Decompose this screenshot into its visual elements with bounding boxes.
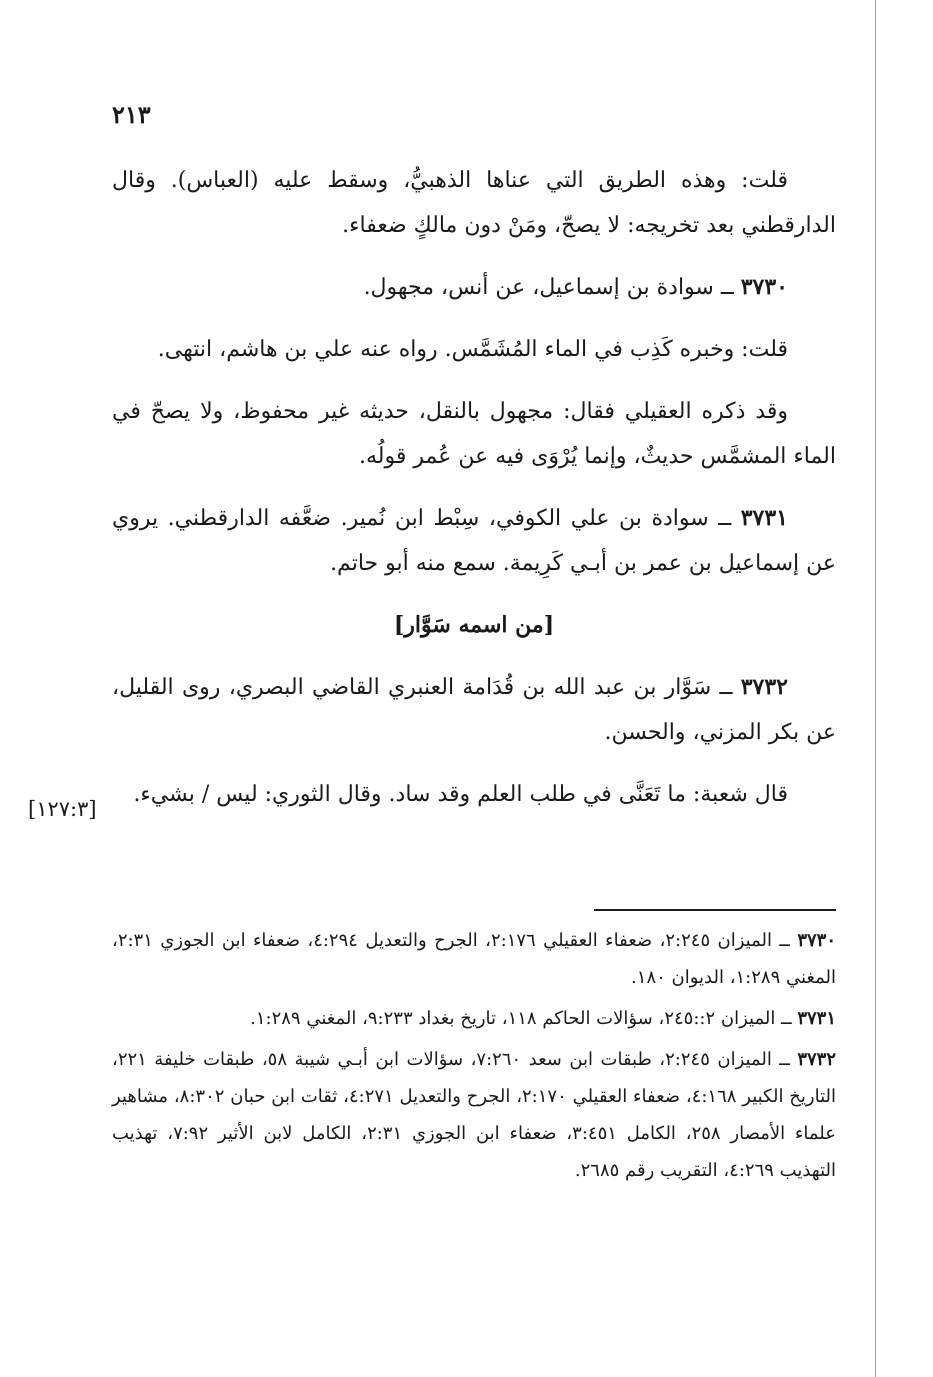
entry-text: ــ سوادة بن إسماعيل، عن أنس، مجهول. (363, 275, 741, 300)
entry-text: ــ سَوَّار بن عبد الله بن قُدَامة العنبري القاضي البصري، روى القليل، عن بكر المزني، والحسن. (112, 675, 836, 745)
volume-page-reference: [١٢٧:٣] (28, 797, 97, 821)
entry-3731 (112, 496, 836, 586)
entry-3730 (112, 265, 836, 310)
page-number: ٢١٣ (112, 100, 151, 129)
paragraph-shuba: قال شعبة: ما تَعَنَّى في طلب العلم وقد ساد. وقال الثوري: ليس / بشيء. (133, 782, 788, 807)
entry-number: ٣٧٣٢ (740, 674, 788, 700)
entry-number: ٣٧٣١ (740, 505, 788, 531)
page-edge-line (875, 0, 876, 1377)
footnote-number: ٣٧٣٠ (797, 930, 837, 951)
footnote-text: ــ الميزان ٢::٢٤٥، سؤالات الحاكم ١١٨، تاريخ بغداد ٩:٢٣٣، المغني ١:٢٨٩. (250, 1008, 798, 1029)
footnote-3732 (112, 1041, 836, 1189)
footnote-text: ــ الميزان ٢:٢٤٥، طبقات ابن سعد ٧:٢٦٠، سؤالات ابن أبـي شيبة ٥٨، طبقات خليفة ٢٢١، التاريخ الكبير ٤:١٦٨، ضعفاء العقيلي ٢:١٧٠، الجرح والتعديل ٤:٢٧١، ثقات ابن حبان ٨:٣٠٢، مشاهير علماء الأمصار ٢٥٨، الكامل ٣:٤٥١، ضعفاء ابن الجوزي ٢:٣١، الكامل لابن الأثير ٧:٩٢، تهذيب التهذيب ٤:٢٦٩، التقريب رقم ٢٦٨٥. (112, 1049, 837, 1181)
footnote-number: ٣٧٣١ (797, 1008, 836, 1029)
footnote-text: ــ الميزان ٢:٢٤٥، ضعفاء العقيلي ٢:١٧٦، الجرح والتعديل ٤:٢٩٤، ضعفاء ابن الجوزي ٢:٣١، المغني ١:٢٨٩، الديوان ١٨٠. (112, 930, 836, 988)
footnote-3730 (112, 922, 836, 996)
paragraph-qult-2: قلت: وخبره كَذِب في الماء المُشَمَّس. رواه عنه علي بن هاشم، انتهى. (157, 337, 788, 362)
entry-3732 (112, 665, 836, 755)
footnote-number: ٣٧٣٢ (797, 1049, 837, 1070)
footnote-3731 (112, 1000, 836, 1037)
paragraph-uqayli: وقد ذكره العقيلي فقال: مجهول بالنقل، حديثه غير محفوظ، ولا يصحّ في الماء المشمَّس حديثٌ، وإنما يُرْوَى فيه عن عُمر قولُه. (112, 399, 836, 469)
section-heading: [من اسمه سَوَّار] (393, 612, 555, 638)
main-text (112, 158, 836, 834)
footnote-separator (594, 909, 836, 911)
entry-number: ٣٧٣٠ (740, 274, 788, 300)
paragraph-qult-1: قلت: وهذه الطريق التي عناها الذهبيُّ، وسقط عليه (العباس). وقال الدارقطني بعد تخريجه: لا يصحّ، ومَنْ دون مالكٍ ضعفاء. (112, 168, 836, 238)
entry-text: ــ سوادة بن علي الكوفي، سِبْط ابن نُمير. ضعَّفه الدارقطني. يروي عن إسماعيل بن عمر بن أبـي كَرِيمة. سمع منه أبو حاتم. (112, 506, 836, 576)
footnotes (112, 922, 836, 1193)
